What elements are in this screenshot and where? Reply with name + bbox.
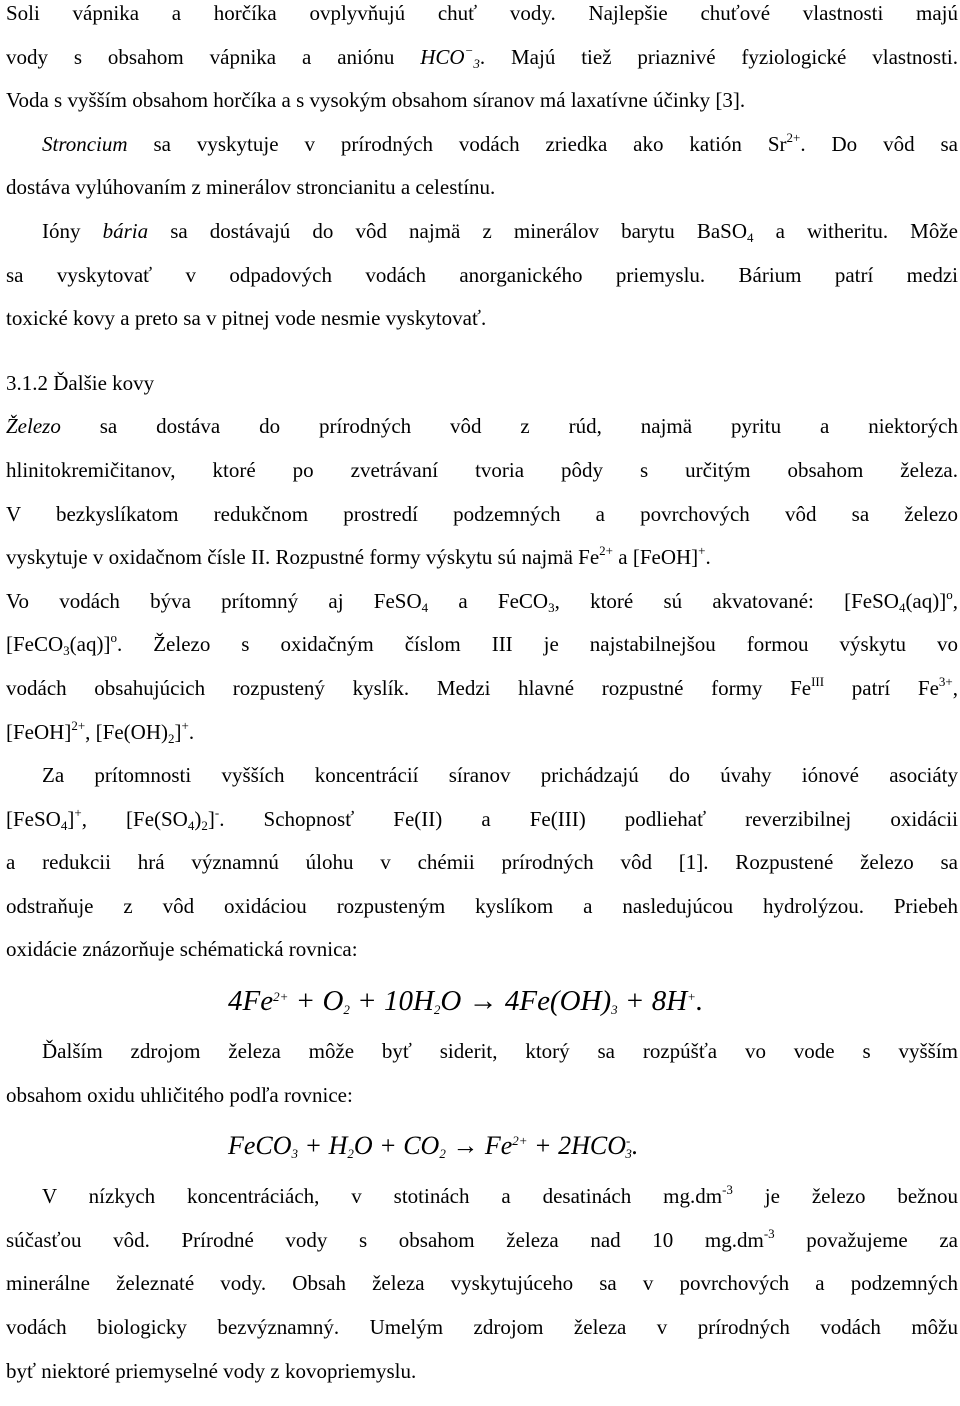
- paragraph-sulfate-associates: [6, 754, 958, 972]
- text-line: obsahom oxidu uhličitého podľa rovnice:: [6, 1082, 353, 1107]
- paragraph-siderite: [6, 1030, 958, 1117]
- section-heading: 3.1.2 Ďalšie kovy: [6, 370, 155, 395]
- text-line: Ióny bária sa dostávajú do vôd najmä z minerálov barytu BaSO$_4$ a witheritu. Môže: [42, 218, 958, 245]
- text-line: [FeOH]$^{2+}$, $[Fe(OH)_2]^+$.: [6, 717, 195, 746]
- text-line: dostáva vylúhovaním z minerálov stroncianitu a celestínu.: [6, 175, 496, 200]
- text-line: Vo vodách býva prítomný aj FeSO$_4$ a FeCO$_3$, ktoré sú akvatované: [FeSO$_4$(aq)]$^o$,: [6, 586, 958, 615]
- paragraph-iron-concentrations: [6, 1175, 958, 1393]
- paragraph-strontium: [6, 123, 958, 210]
- text-line: [FeSO$_4$]+, $[Fe(SO_4)_2]^-$. Schopnosť Fe(II) a Fe(III) podliehať reverzibilnej oxidácii: [6, 804, 958, 833]
- document-page: [6, 0, 958, 1393]
- text-line: Stroncium sa vyskytuje v prírodných vodách zriedka ako katión $Sr^{2+}$. Do vôd sa: [42, 129, 958, 156]
- paragraph-calcium-magnesium: [6, 0, 958, 123]
- text-line: hlinitokremičitanov, ktoré po zvetrávaní tvoria pôdy s určitým obsahom železa.: [6, 457, 958, 482]
- text-line: Železo sa dostáva do prírodných vôd z rúd, najmä pyritu a niektorých: [6, 414, 958, 439]
- text-line: V nízkych koncentráciách, v stotinách a desatinách $mg.dm^{-3}$ je železo bežnou: [42, 1182, 958, 1209]
- text-line: minerálne železnaté vody. Obsah železa vyskytujúceho sa v povrchových a podzemných: [6, 1271, 958, 1296]
- oxidation-equation: $4Fe^{2+} + O_2 + 10H_2O \to 4Fe(OH)_3 + 8H^+$.: [228, 985, 704, 1018]
- text-line: byť niektoré priemyselné vody z kovopriemyslu.: [6, 1358, 417, 1383]
- text-line: odstraňuje z vôd oxidáciou rozpusteným kyslíkom a nasledujúcou hydrolýzou. Priebeh: [6, 893, 958, 918]
- text-line: a redukcii hrá významnú úlohu v chémii prírodných vôd [1]. Rozpustené železo sa: [6, 850, 958, 875]
- text-line: [FeCO$_3$(aq)]$^o$. Železo s oxidačným číslom III je najstabilnejšou formou výskytu vo: [6, 630, 958, 659]
- text-line: vody s obsahom vápnika a aniónu $HCO^-_3$. Majú tiež priaznivé fyziologické vlastnosti.: [6, 42, 958, 71]
- text-line: Za prítomnosti vyšších koncentrácií síranov prichádzajú do úvahy iónové asociáty: [42, 763, 958, 788]
- text-line: oxidácie znázorňuje schématická rovnica:: [6, 937, 358, 962]
- text-line: súčasťou vôd. Prírodné vody s obsahom železa nad 10 $mg.dm^{-3}$ považujeme za: [6, 1225, 958, 1252]
- text-line: toxické kovy a preto sa v pitnej vode nesmie vyskytovať.: [6, 306, 487, 331]
- text-line: V bezkyslíkatom redukčnom prostredí podzemných a povrchových vôd sa železo: [6, 501, 958, 526]
- text-line: Voda s vyšším obsahom horčíka a s vysokým obsahom síranov má laxatívne účinky [3].: [6, 88, 746, 113]
- hco3-formula: $HCO^-_3$: [420, 42, 480, 71]
- paragraph-iron: [6, 405, 958, 754]
- text-line: Soli vápnika a horčíka ovplyvňujú chuť vody. Najlepšie chuťové vlastnosti majú: [6, 1, 958, 25]
- text-line: vodách biologicky bezvýznamný. Umelým zdrojom železa v prírodných vodách môžu: [6, 1315, 958, 1340]
- text-line: vyskytuje v oxidačnom čísle II. Rozpustné formy výskytu sú najmä $Fe^{2+}$ a [FeOH]+.: [6, 543, 711, 570]
- text-line: vodách obsahujúcich rozpustený kyslík. Medzi hlavné rozpustné formy $Fe^{III}$ patrí $Fe^{3+}$,: [6, 673, 958, 700]
- paragraph-barium: [6, 210, 958, 341]
- text-line: Ďalším zdrojom železa môže byť siderit, ktorý sa rozpúšťa vo vode s vyšším: [42, 1039, 958, 1064]
- text-line: sa vyskytovať v odpadových vodách anorganického priemyslu. Bárium patrí medzi: [6, 262, 958, 287]
- siderite-equation: FeCO$_3$ + $H_2O + CO_2 \to Fe^{2+} + 2HCO^-_3$.: [228, 1131, 639, 1162]
